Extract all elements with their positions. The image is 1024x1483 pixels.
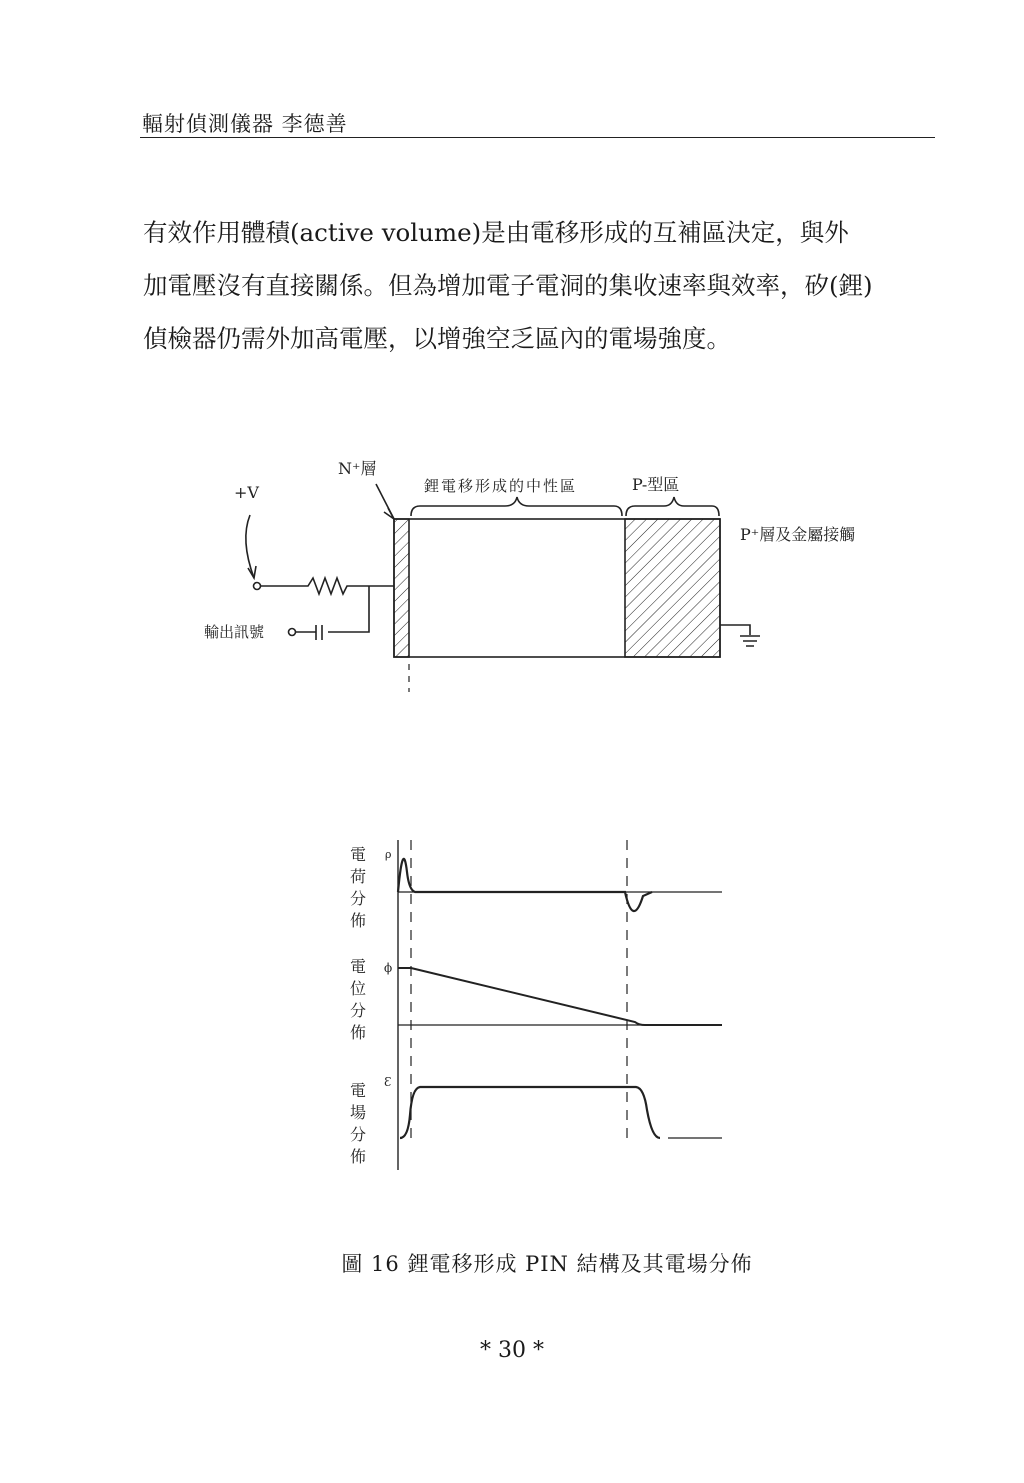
phi-label: ϕ — [384, 961, 393, 975]
neutral-region-label: 鋰電移形成的中性區 — [424, 477, 578, 495]
field-dist-label: 電場分佈 — [347, 1082, 367, 1170]
charge-curve — [398, 859, 652, 911]
p-region-label: P-型區 — [632, 475, 680, 494]
n-layer-hatch — [394, 519, 409, 657]
distribution-plots — [398, 840, 722, 1170]
page-number: * 30 * — [480, 1338, 544, 1363]
field-curve — [400, 1087, 660, 1138]
p-contact-label: P⁺層及金屬接觸 — [740, 525, 856, 544]
rho-label: ρ — [385, 848, 392, 861]
pin-diagram — [246, 484, 760, 692]
neutral-region-brace — [411, 497, 622, 516]
p-region-hatch — [625, 519, 720, 657]
charge-dist-label: 電荷分佈 — [347, 846, 367, 934]
supply-terminal — [254, 583, 261, 590]
distribution-labels — [348, 846, 393, 1170]
output-terminal — [289, 629, 296, 636]
resistor — [261, 578, 394, 594]
pin-diagram-labels — [204, 459, 855, 641]
body-line-1: 有效作用體積(active volume)是由電移形成的互補區決定，與外 — [143, 218, 849, 247]
output-label: 輸出訊號 — [204, 623, 265, 641]
supply-label: +V — [234, 483, 259, 502]
body-line-2: 加電壓沒有直接關係。但為增加電子電洞的集收速率與效率，矽(鋰) — [143, 271, 873, 300]
supply-arrow — [246, 515, 254, 578]
potential-dist-label: 電位分佈 — [347, 958, 367, 1046]
p-region-brace — [626, 497, 719, 516]
field-symbol-label: Ɛ — [384, 1075, 392, 1089]
ground-wire — [720, 625, 750, 635]
potential-curve — [411, 968, 722, 1025]
header-title: 輻射偵測儀器 李德善 — [142, 112, 348, 136]
ground-symbol — [740, 636, 760, 646]
figure-caption: 圖 16 鋰電移形成 PIN 結構及其電場分佈 — [341, 1252, 753, 1276]
n-layer-label: N⁺層 — [338, 459, 377, 478]
output-wire — [296, 586, 369, 640]
body-line-3: 偵檢器仍需外加高電壓，以增強空乏區內的電場強度。 — [143, 324, 731, 353]
